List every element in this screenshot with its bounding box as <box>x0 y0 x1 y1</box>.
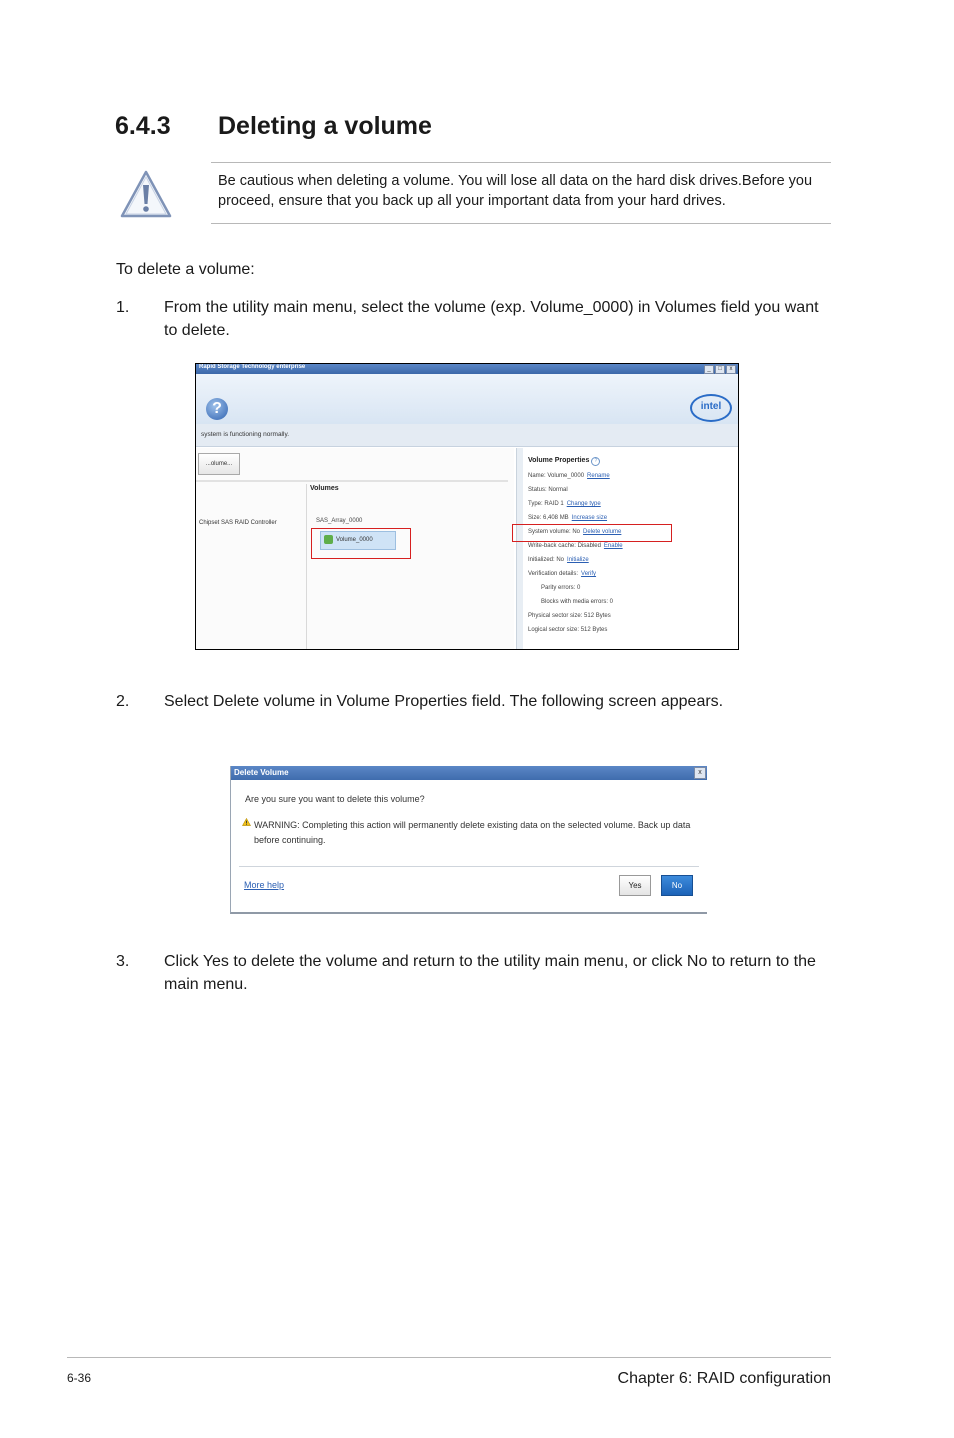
no-button[interactable]: No <box>661 875 693 896</box>
property-label: Write-back cache: Disabled <box>528 543 601 549</box>
property-label: Type: RAID 1 <box>528 501 564 507</box>
confirm-question: Are you sure you want to delete this volume? <box>245 794 425 804</box>
footer-rule <box>67 1357 831 1358</box>
column-divider <box>306 484 307 649</box>
volume-highlight-box <box>311 528 411 559</box>
properties-header: Volume Properties ? <box>528 457 600 466</box>
more-help-link[interactable]: More help <box>244 880 285 890</box>
property-label: Status: Normal <box>528 487 568 493</box>
property-row <box>528 543 623 549</box>
minimize-icon[interactable]: _ <box>704 365 714 374</box>
page-number: 6-36 <box>67 1371 92 1385</box>
utility-main-window-screenshot <box>195 363 739 650</box>
property-link[interactable]: Increase size <box>571 515 608 521</box>
step-text: Select Delete volume in Volume Properties field. The following screen appears. <box>164 693 724 710</box>
chapter-title: Chapter 6: RAID configuration <box>617 1370 831 1387</box>
property-row <box>528 557 589 563</box>
property-label: Size: 6,408 MB <box>528 515 569 521</box>
property-link[interactable]: Rename <box>587 473 610 479</box>
property-link[interactable]: Verify <box>581 571 597 577</box>
step-number: 3. <box>116 953 130 970</box>
property-row <box>528 501 601 507</box>
property-link[interactable]: Delete volume <box>583 529 622 535</box>
property-row <box>528 473 610 479</box>
property-row <box>528 627 607 633</box>
warning-triangle-icon <box>118 168 174 220</box>
dialog-separator <box>239 866 699 867</box>
warning-text: WARNING: Completing this action will permanently delete existing data on the selected volume. Back up data before continuing. <box>254 820 691 845</box>
window-controls <box>704 365 736 374</box>
property-label: System volume: No <box>528 529 581 535</box>
array-label: SAS_Array_0000 <box>316 518 363 524</box>
property-row <box>541 585 580 591</box>
intro-text: To delete a volume: <box>116 261 255 278</box>
property-label: Verification details: <box>528 571 579 577</box>
intel-logo: intel <box>690 394 732 422</box>
status-bar <box>196 424 738 447</box>
dialog-title-bar <box>231 766 707 780</box>
warning-icon <box>242 818 251 826</box>
delete-volume-dialog-screenshot <box>230 766 707 914</box>
help-icon[interactable]: ? <box>206 398 228 420</box>
property-label: Logical sector size: 512 Bytes <box>528 627 608 633</box>
property-label: Blocks with media errors: 0 <box>541 599 614 605</box>
property-label: Physical sector size: 512 Bytes <box>528 613 611 619</box>
property-row <box>528 571 596 577</box>
dialog-title: Delete Volume <box>234 768 289 777</box>
close-icon[interactable]: x <box>726 365 736 374</box>
window-title-bar <box>196 364 738 374</box>
storage-panel <box>196 448 514 649</box>
step-text: Click Yes to delete the volume and return to the utility main menu, or click No to return to the main menu. <box>164 953 816 993</box>
property-link[interactable]: Initialize <box>567 557 589 563</box>
section-number: 6.4.3 <box>115 112 171 140</box>
property-row <box>528 613 611 619</box>
property-label: Initialized: No <box>528 557 565 563</box>
caution-text: Be cautious when deleting a volume. You will lose all data on the hard disk drives.Before you proceed, ensure that you back up all your important data from your hard drives. <box>218 173 813 209</box>
status-text: system is functioning normally. <box>201 431 290 438</box>
property-row <box>541 599 613 605</box>
delete-volume-highlight-box <box>512 524 672 542</box>
section-heading: Deleting a volume <box>218 112 432 140</box>
volume-label: Volume_0000 <box>336 537 373 543</box>
controller-label: Chipset SAS RAID Controller <box>199 520 277 526</box>
window-title: Rapid Storage Technology enterprise <box>199 364 306 370</box>
step-number: 1. <box>116 299 130 316</box>
maximize-icon[interactable]: □ <box>715 365 725 374</box>
property-row <box>528 515 607 521</box>
step-number: 2. <box>116 693 130 710</box>
section-title <box>115 112 432 141</box>
window-header <box>196 374 738 424</box>
create-volume-button[interactable]: ...olume... <box>198 453 240 475</box>
info-icon[interactable]: ? <box>591 457 600 466</box>
property-link[interactable]: Enable <box>603 543 623 549</box>
panel-divider <box>196 480 508 482</box>
caution-box <box>211 162 831 224</box>
property-label: Name: Volume_0000 <box>528 473 585 479</box>
yes-button[interactable]: Yes <box>619 875 651 896</box>
close-icon[interactable]: x <box>694 767 706 779</box>
volumes-header: Volumes <box>310 485 339 492</box>
property-link[interactable]: Change type <box>566 501 601 507</box>
step-text: From the utility main menu, select the volume (exp. Volume_0000) in Volumes field you want to delete. <box>164 299 819 339</box>
volume-properties-panel <box>523 448 738 649</box>
property-label: Parity errors: 0 <box>541 585 581 591</box>
property-row <box>528 487 568 493</box>
